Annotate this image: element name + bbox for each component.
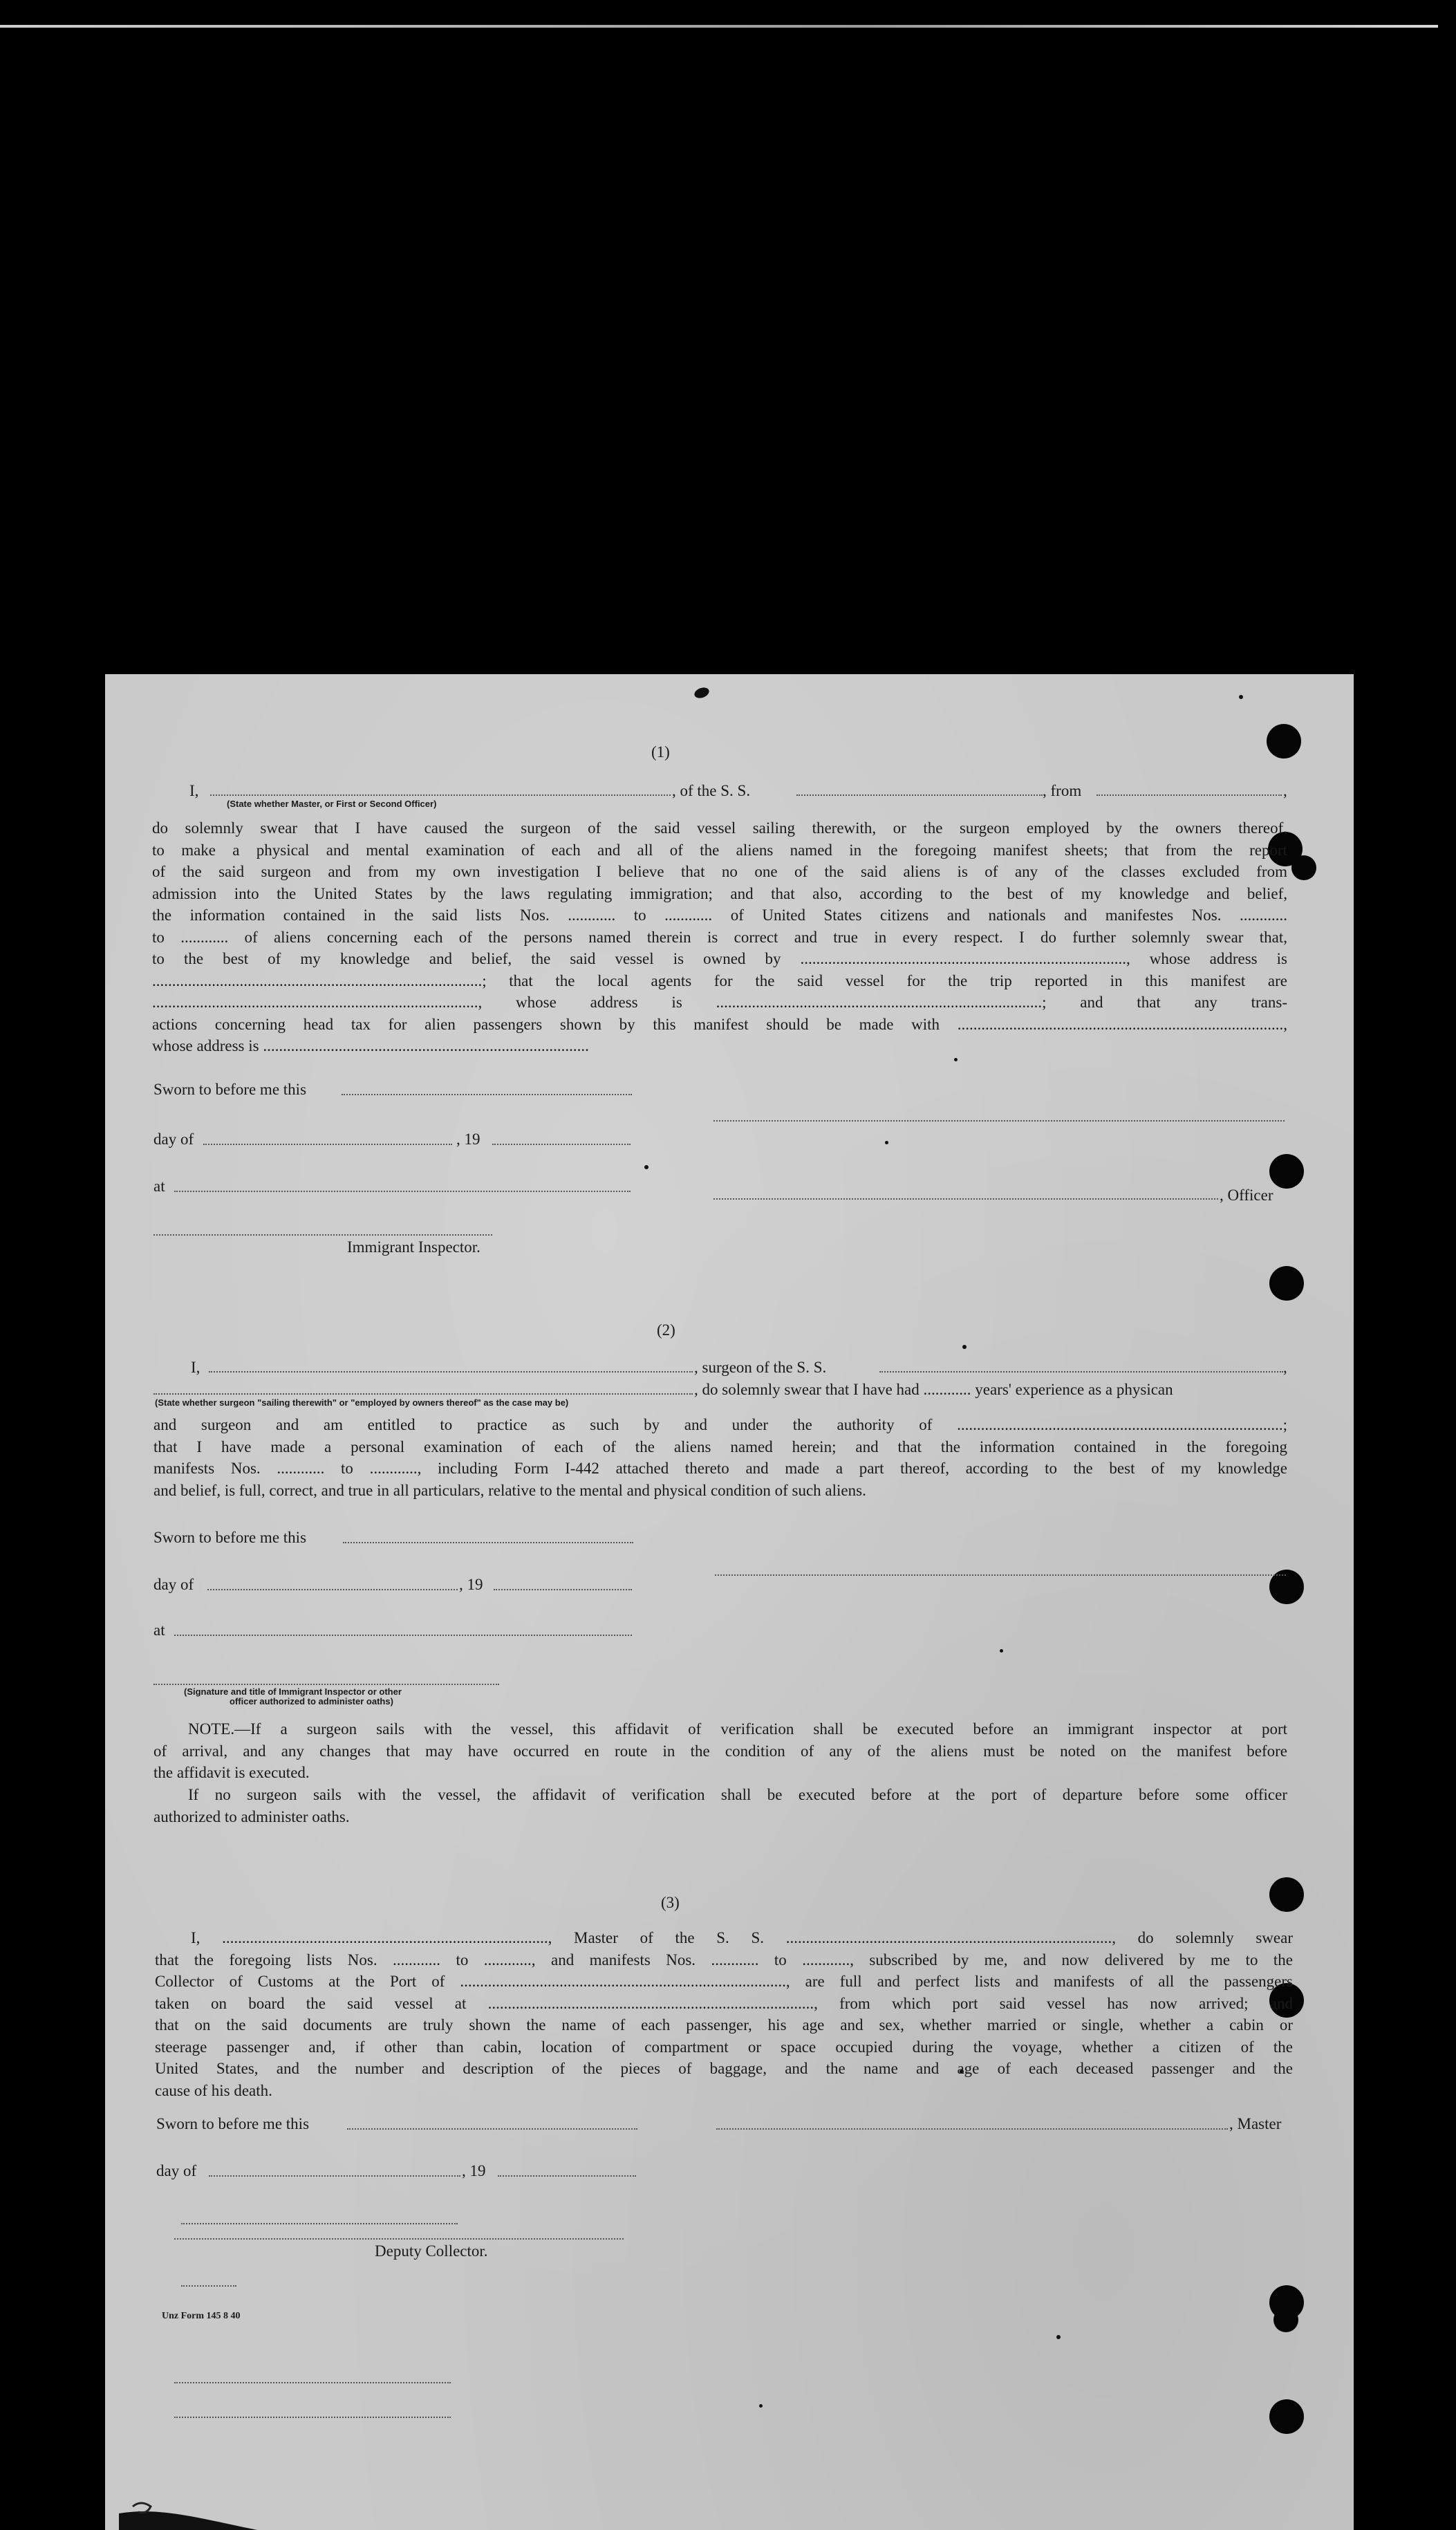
vessel-name-blank-2[interactable] xyxy=(879,1371,1283,1373)
paragraph-line: NOTE.—If a surgeon sails with the vessel, this affidavit of verification shall be executed before an immigrant inspector at port xyxy=(188,1720,1287,1738)
note-paragraph-2 xyxy=(153,1784,1287,1827)
ink-speck xyxy=(954,1058,958,1061)
section-1-year: , 19 xyxy=(456,1131,480,1148)
section-2-surgeon-of: , surgeon of the S. S. xyxy=(694,1359,827,1376)
paragraph-line: to ............ of aliens concerning each of the persons named therein is correct and true in every respect. I do further solemnly swear that, xyxy=(152,928,1287,946)
year-blank-3[interactable] xyxy=(498,2175,636,2177)
section-2-comma: , xyxy=(1283,1359,1287,1376)
paragraph-line: of arrival, and any changes that may have occurred en route in the condition of any of the aliens must be noted on the manifest before xyxy=(153,1742,1287,1760)
section-1-comma: , xyxy=(1283,782,1287,799)
surgeon-type-blank[interactable] xyxy=(153,1393,693,1395)
ink-speck xyxy=(885,1141,888,1144)
collector-place-line[interactable] xyxy=(181,2223,458,2224)
top-film-edge xyxy=(0,25,1438,28)
section-1-from: , from xyxy=(1043,782,1082,799)
section-1-sworn: Sworn to before me this xyxy=(153,1081,307,1098)
section-1-number: (1) xyxy=(651,743,670,761)
officer-name-blank[interactable] xyxy=(210,794,671,796)
section-1-at: at xyxy=(153,1178,165,1195)
paragraph-line: to make a physical and mental examination of each and all of the aliens named in the foregoing manifest sheets; that from the report xyxy=(152,841,1287,859)
day-blank-2[interactable] xyxy=(207,1589,458,1590)
section-1-paragraph xyxy=(152,817,1287,1057)
year-blank-2[interactable] xyxy=(494,1589,632,1590)
paragraph-line: do solemnly swear that I have caused the surgeon of the said vessel sailing therewith, or the surgeon employed by the owners thereof, xyxy=(152,819,1287,837)
place-blank[interactable] xyxy=(174,1191,631,1192)
paragraph-line: steerage passenger and, if other than cabin, location of compartment or space occupied during the voyage, whether a citizen of the xyxy=(155,2038,1293,2056)
form-number: Unz Form 145 8 40 xyxy=(162,2311,241,2321)
paragraph-line: of the said surgeon and from my own investigation I believe that no one of the said aliens is of any of the classes excluded from xyxy=(152,863,1287,880)
paragraph-line: cause of his death. xyxy=(155,2081,272,2099)
paragraph-line: ...................................................................................; that the local agents for the said vessel for the trip reported in this manifest are xyxy=(152,971,1287,989)
paragraph-line: and surgeon and am entitled to practice as such by and under the authority of ..................................................................................; xyxy=(153,1416,1287,1433)
day-blank[interactable] xyxy=(203,1144,452,1145)
signature-title-note-1: (Signature and title of Immigrant Inspector or other xyxy=(184,1686,402,1697)
note-paragraph-1 xyxy=(153,1718,1287,1784)
filing-line xyxy=(181,2285,236,2287)
sworn-date-blank[interactable] xyxy=(342,1094,632,1095)
place-blank-2[interactable] xyxy=(174,1635,632,1636)
paragraph-line: the information contained in the said lists Nos. ............ to ............ of United States citizens and nationals and manifestes Nos. ............ xyxy=(152,906,1287,924)
paragraph-line: that the foregoing lists Nos. ............ to ............, and manifests Nos. ............ to ............, subscribed by me, and now delivered by me to the xyxy=(155,1951,1293,1969)
year-blank[interactable] xyxy=(492,1144,631,1145)
paragraph-line: the affidavit is executed. xyxy=(153,1764,310,1781)
punch-hole xyxy=(1269,2399,1304,2434)
punch-hole xyxy=(1273,2307,1298,2332)
section-3-number: (3) xyxy=(661,1894,680,1911)
vessel-name-blank[interactable] xyxy=(796,794,1043,796)
section-3-day-of: day of xyxy=(156,2162,197,2179)
ink-speck xyxy=(962,1345,967,1349)
paragraph-line: United States, and the number and description of the pieces of baggage, and the name and age of each deceased passenger and the xyxy=(155,2060,1293,2077)
paragraph-line: that on the said documents are truly shown the name of each passenger, his age and sex, whether married or single, whether a cabin or xyxy=(155,2016,1293,2034)
paragraph-line: authorized to administer oaths. xyxy=(153,1807,350,1825)
paragraph-line: whose address is .................................................................................. xyxy=(152,1037,589,1054)
bottom-line xyxy=(174,2382,451,2383)
paragraph-line: taken on board the said vessel at .................................................................................., from which port said vessel has now arrived; and xyxy=(155,1994,1293,2012)
paragraph-line: manifests Nos. ............ to ............, including Form I-442 attached thereto and made a part thereof, according to the best of my knowledge xyxy=(153,1460,1287,1477)
paragraph-line: If no surgeon sails with the vessel, the affidavit of verification shall be executed before at the port of departure before some officer xyxy=(188,1786,1287,1803)
immigrant-inspector-label: Immigrant Inspector. xyxy=(347,1238,480,1256)
section-1-day-of: day of xyxy=(153,1131,194,1148)
paragraph-line: admission into the United States by the laws regulating immigration; and that also, according to the best of my knowledge and belief, xyxy=(152,884,1287,902)
section-2-i: I, xyxy=(191,1359,200,1376)
paragraph-line: to the best of my knowledge and belief, the said vessel is owned by .................................................................................., whose address is xyxy=(152,950,1287,967)
section-3-sworn: Sworn to before me this xyxy=(156,2115,310,2132)
paragraph-line: and belief, is full, correct, and true in all particulars, relative to the mental and physical condition of such aliens. xyxy=(153,1481,866,1499)
punch-hole xyxy=(1269,1266,1304,1301)
ink-speck xyxy=(759,2404,763,2408)
surgeon-type-note: (State whether surgeon "sailing therewith" or "employed by owners thereof" as the case may be) xyxy=(155,1397,569,1408)
master-signature-line[interactable] xyxy=(716,2128,1228,2130)
manifest-affidavit-sheet xyxy=(105,674,1354,2530)
section-2-day-of: day of xyxy=(153,1576,194,1593)
bottom-line xyxy=(174,2417,451,2418)
day-blank-3[interactable] xyxy=(209,2175,460,2177)
sworn-date-blank-3[interactable] xyxy=(347,2128,637,2130)
section-1-of-ss: , of the S. S. xyxy=(672,782,751,799)
section-3-paragraph xyxy=(155,1927,1293,2101)
officer-signature-line[interactable] xyxy=(713,1120,1285,1122)
paragraph-line: that I have made a personal examination of each of the aliens named herein; and that the information contained in the foregoing xyxy=(153,1438,1287,1455)
section-2-sworn: Sworn to before me this xyxy=(153,1529,307,1546)
punch-hole xyxy=(1269,1154,1304,1189)
officer-rank-note: (State whether Master, or First or Second Officer) xyxy=(227,799,437,809)
paragraph-line: I, .................................................................................., Master of the S. S. .................................................................................., do solemnly swear xyxy=(191,1929,1293,1946)
section-2-number: (2) xyxy=(657,1321,675,1339)
sworn-date-blank-2[interactable] xyxy=(343,1542,633,1543)
ink-speck xyxy=(1000,1649,1003,1653)
section-2-line-2: , do solemnly swear that I have had ............ years' experience as a physican xyxy=(694,1381,1173,1398)
ink-speck xyxy=(1239,695,1243,699)
surgeon-name-blank[interactable] xyxy=(209,1371,693,1373)
inspector-signature-line-2[interactable] xyxy=(153,1684,499,1685)
paragraph-line: Collector of Customs at the Port of .................................................................................., are full and perfect lists and manifests of all the passengers xyxy=(155,1973,1293,1990)
signature-title-note-2: officer authorized to administer oaths) xyxy=(230,1696,393,1706)
paragraph-line: .................................................................................., whose address is ..................................................................................; and that any trans- xyxy=(152,994,1287,1011)
ink-speck xyxy=(644,1165,648,1169)
section-3-master: , Master xyxy=(1229,2115,1282,2132)
page-curl-mark xyxy=(119,2486,312,2530)
section-2-year: , 19 xyxy=(459,1576,483,1593)
punch-hole xyxy=(1267,724,1301,759)
section-1-i: I, xyxy=(189,782,199,799)
section-2-paragraph xyxy=(153,1414,1287,1501)
section-3-year: , 19 xyxy=(462,2162,486,2179)
punch-hole xyxy=(1291,855,1316,880)
section-1-officer: , Officer xyxy=(1220,1187,1273,1204)
surgeon-signature-line[interactable] xyxy=(715,1574,1286,1576)
departure-port-blank[interactable] xyxy=(1096,794,1282,796)
section-2-at: at xyxy=(153,1621,165,1639)
paragraph-line: actions concerning head tax for alien passengers shown by this manifest should be made with .................................................................................., xyxy=(152,1015,1287,1033)
officer-title-blank[interactable] xyxy=(713,1198,1218,1200)
deputy-collector-label: Deputy Collector. xyxy=(375,2242,488,2260)
punch-hole xyxy=(1269,1877,1304,1912)
ink-speck xyxy=(1056,2335,1061,2339)
ink-speck xyxy=(693,686,710,700)
